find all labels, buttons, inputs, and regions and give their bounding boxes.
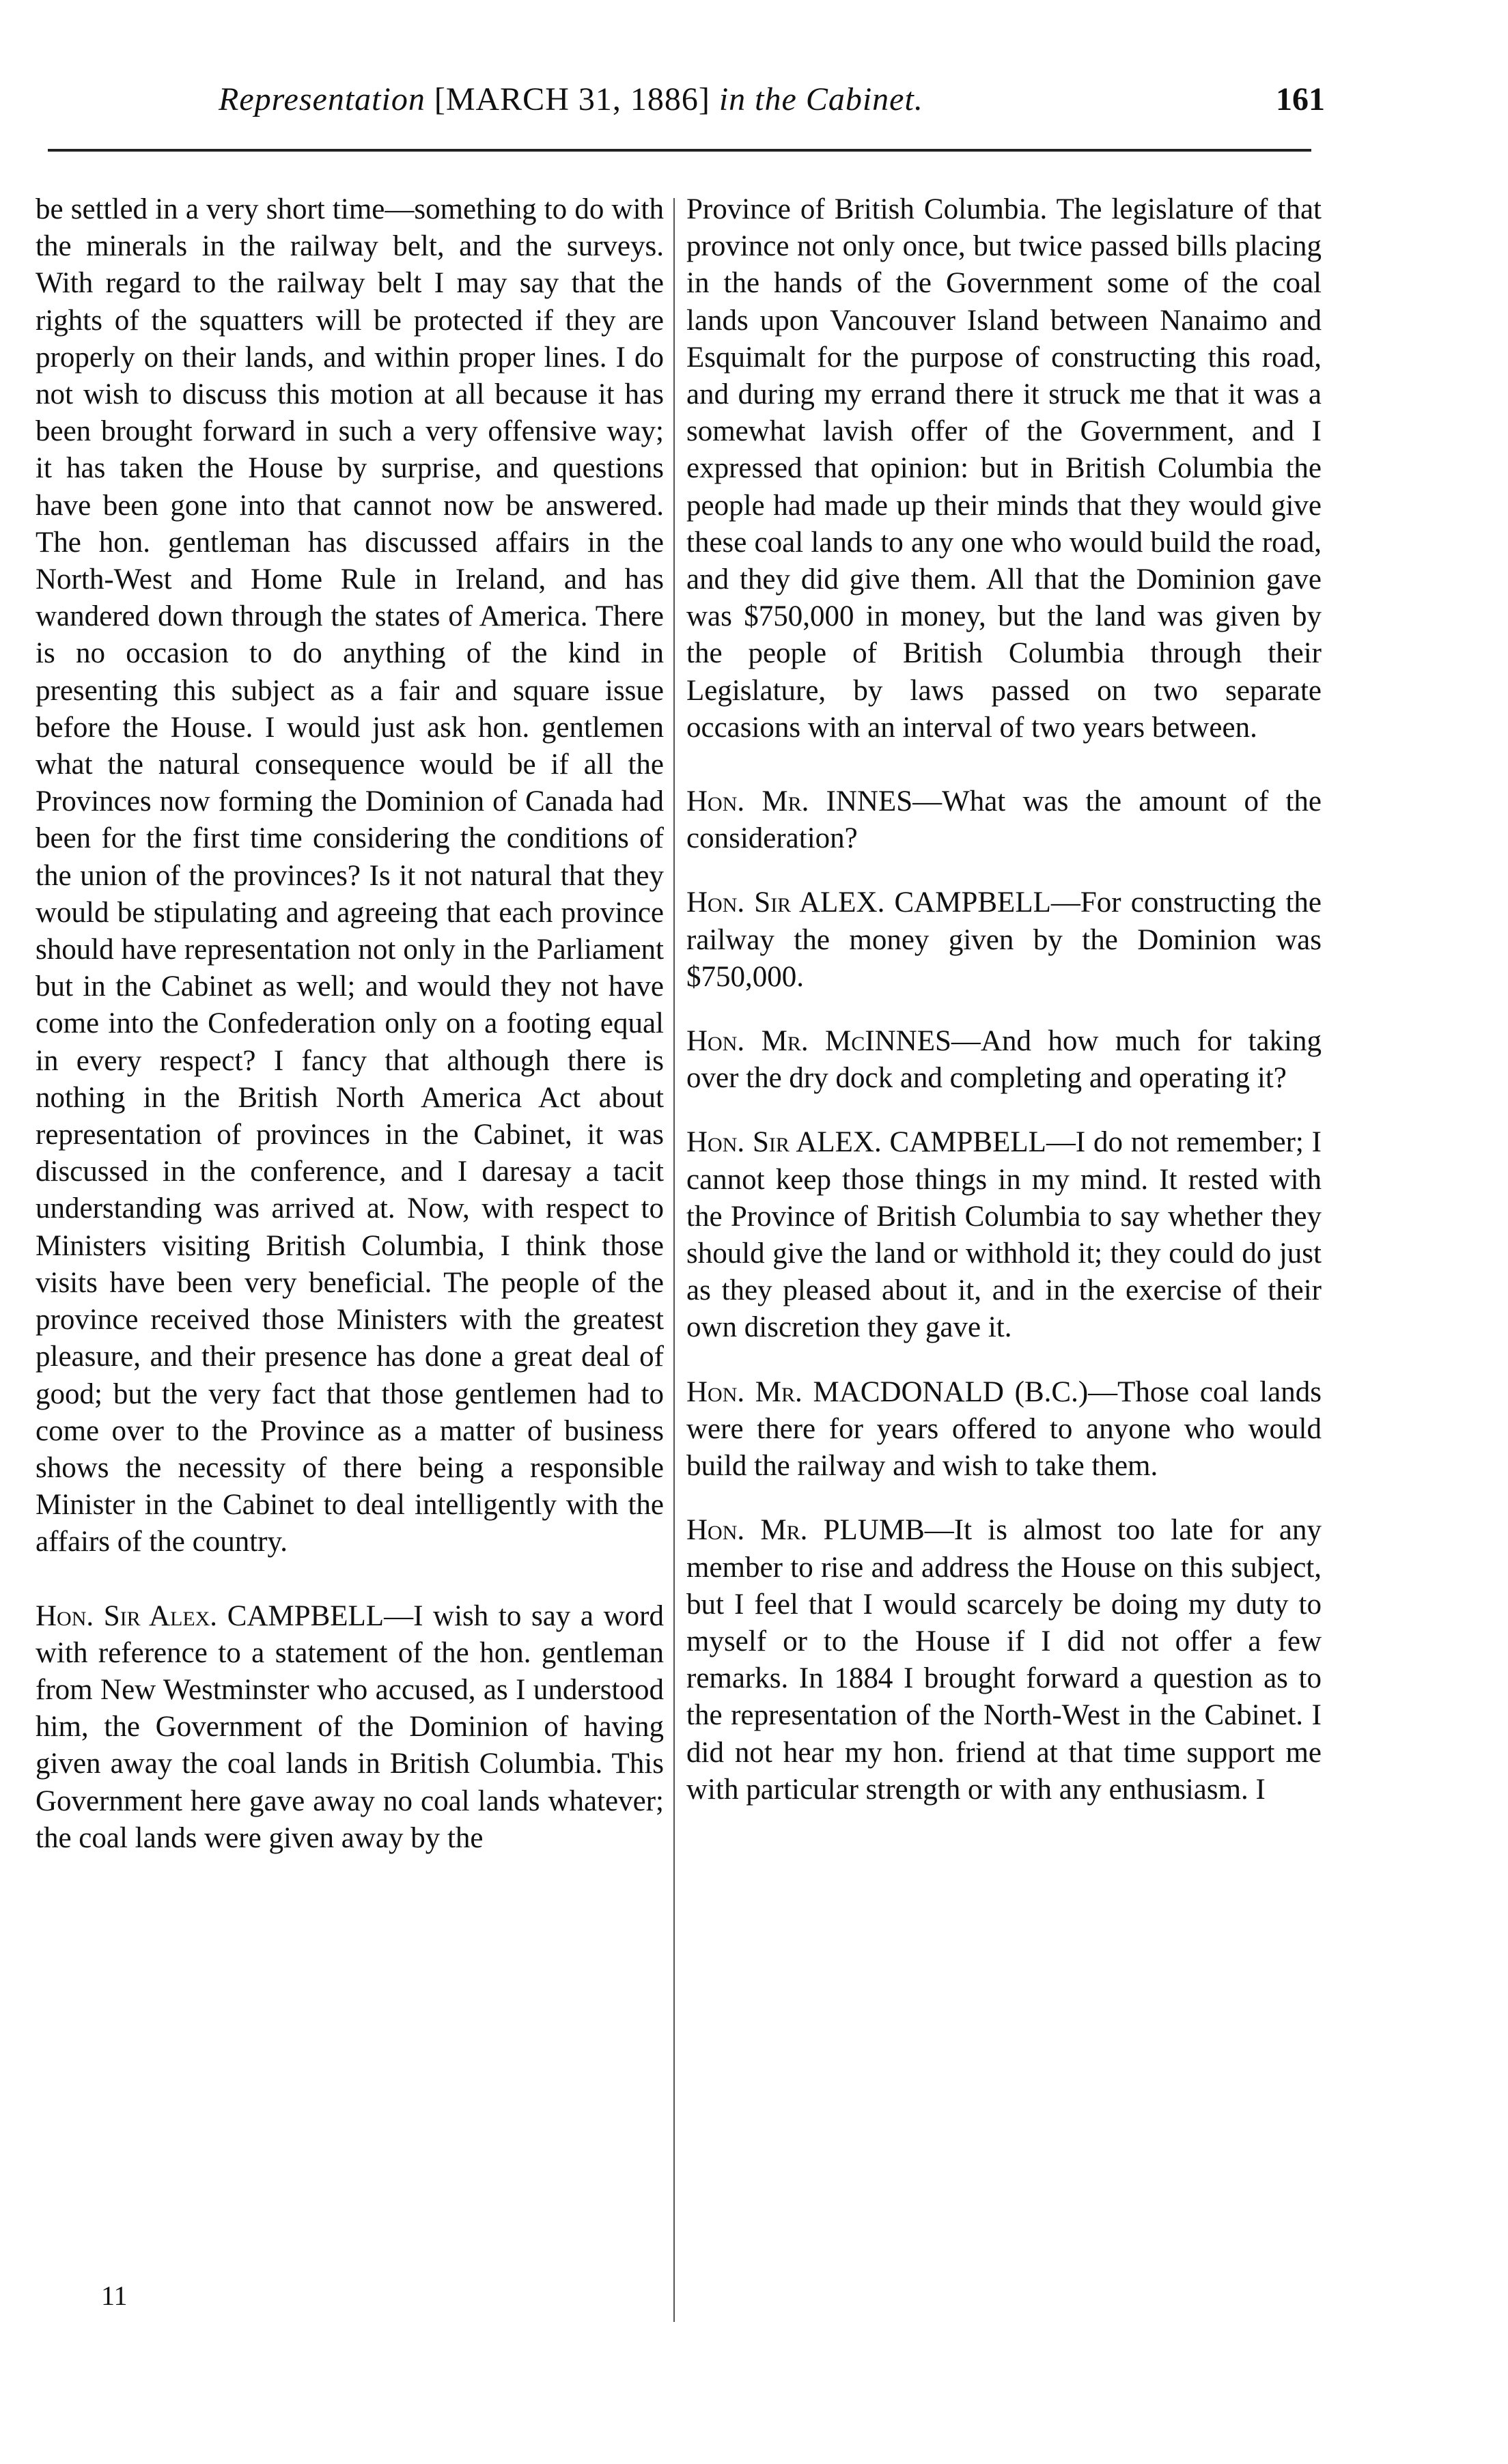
right-paragraph-4 — [686, 1023, 1322, 1097]
right-paragraph-3 — [686, 884, 1322, 996]
speaker-name: Hon. Sir ALEX. CAMPBELL — [686, 1126, 1046, 1159]
speaker-name: Hon. Mr. MACDONALD (B.C.) — [686, 1375, 1089, 1408]
speech-text: —It is almost too late for any member to rise and address the House on this subject, but I feel that I would scarcely be doing my duty to myself or to the House if I did not offer a few remarks. In 1884 I brought forward a question as to the representation of the North-West in the Cabinet. I did not hear my hon. friend at that time support me with particular strength or with any enthusiasm. I — [686, 1514, 1322, 1806]
right-column — [686, 191, 1322, 1808]
column-divider — [673, 198, 675, 2322]
right-paragraph-1: Province of British Columbia. The legislature of that province not only once, but twice passed bills placing in the hands of the Government some of the coal lands upon Vancouver Island between Nanaimo and Esquimalt for the purpose of constructing this road, and during my errand there it struck me that it was a somewhat lavish offer of the Government, and I expressed that opinion: but in British Columbia the people had made up their minds that they would give these coal lands to any one who would build the road, and they did give them. All that the Dominion gave was $750,000 in money, but the land was given by the people of British Columbia through their Legislature, by laws passed on two separate occasions with an interval of two years between. — [686, 193, 1322, 744]
header-title — [219, 81, 923, 118]
speech-text: —Those coal lands were there for years offered to anyone who would build the railway and wish to take them. — [686, 1375, 1322, 1483]
header-title-part2: [MARCH 31, 1886] — [434, 81, 710, 117]
speaker-name: Hon. Mr. McINNES — [686, 1025, 951, 1058]
speaker-name: Hon. Sir Alex. CAMPBELL — [36, 1599, 385, 1632]
speech-text: —I wish to say a word with reference to a statement of the hon. gentleman from New Westminster who accused, as I understood him, the Government of the Dominion of having given away the coal lands in British Columbia. This Government here gave away no coal lands whatever; the coal lands were given away by the — [36, 1599, 665, 1854]
right-paragraph-5 — [686, 1124, 1322, 1346]
header-rule — [48, 149, 1311, 152]
right-paragraph-7 — [686, 1512, 1322, 1808]
speaker-name: Hon. Mr. INNES — [686, 785, 913, 818]
speech-text: —I do not remember; I cannot keep those things in my mind. It rested with the Province of British Columbia to say whether they should give the land or withhold it; they could do just as they pleased about it, and in the exercise of their own discretion they gave it. — [686, 1126, 1322, 1344]
header-title-part3: in the Cabinet. — [718, 81, 923, 117]
page-number: 161 — [1276, 81, 1325, 117]
left-column — [36, 191, 664, 1857]
header-title-part1: Representation — [219, 81, 425, 117]
speaker-name: Hon. Mr. PLUMB — [686, 1514, 925, 1547]
right-paragraph-2 — [686, 783, 1322, 857]
speech-text: —What was the amount of the consideration? — [686, 785, 1322, 855]
speaker-name: Hon. Sir ALEX. CAMPBELL — [686, 886, 1051, 919]
speech-text: —And how much for taking over the dry dock and completing and operating it? — [686, 1025, 1322, 1095]
left-paragraph-2 — [36, 1598, 664, 1857]
signature-mark: 11 — [101, 2280, 128, 2311]
left-paragraph-1: be settled in a very short time—something to do with the minerals in the railway belt, and the surveys. With regard to the railway belt I may say that the rights of the squatters will be protected if they are properly on their lands, and within proper lines. I do not wish to discuss this motion at all because it has been brought forward in such a very offensive way; it has taken the House by surprise, and questions have been gone into that cannot now be answered. The hon. gentleman has discussed affairs in the North-West and Home Rule in Ireland, and has wandered down through the states of America. There is no occasion to do anything of the kind in presenting this subject as a fair and square issue before the House. I would just ask hon. gentlemen what the natural consequence would be if all the Provinces now forming the Dominion of Canada had been for the first time considering the conditions of the union of the provinces? Is it not natural that they would be stipulating and agreeing that each province should have representation not only in the Parliament but in the Cabinet as well; and would they not have come into the Confederation only on a footing equal in every respect? I fancy that although there is nothing in the British North America Act about representation of provinces in the Cabinet, it was discussed in the conference, and I daresay a tacit understanding was arrived at. Now, with respect to Ministers visiting British Columbia, I think those visits have been very beneficial. The people of the province received those Ministers with the greatest pleasure, and their presence has done a great deal of good; but the very fact that those gentlemen had to come over to the Province as a matter of business shows the necessity of there being a responsible Minister in the Cabinet to deal intelligently with the affairs of the country. — [36, 193, 664, 1558]
speech-text: —For constructing the railway the money given by the Dominion was $750,000. — [686, 886, 1322, 993]
right-paragraph-6 — [686, 1374, 1322, 1485]
running-header — [219, 81, 1352, 142]
